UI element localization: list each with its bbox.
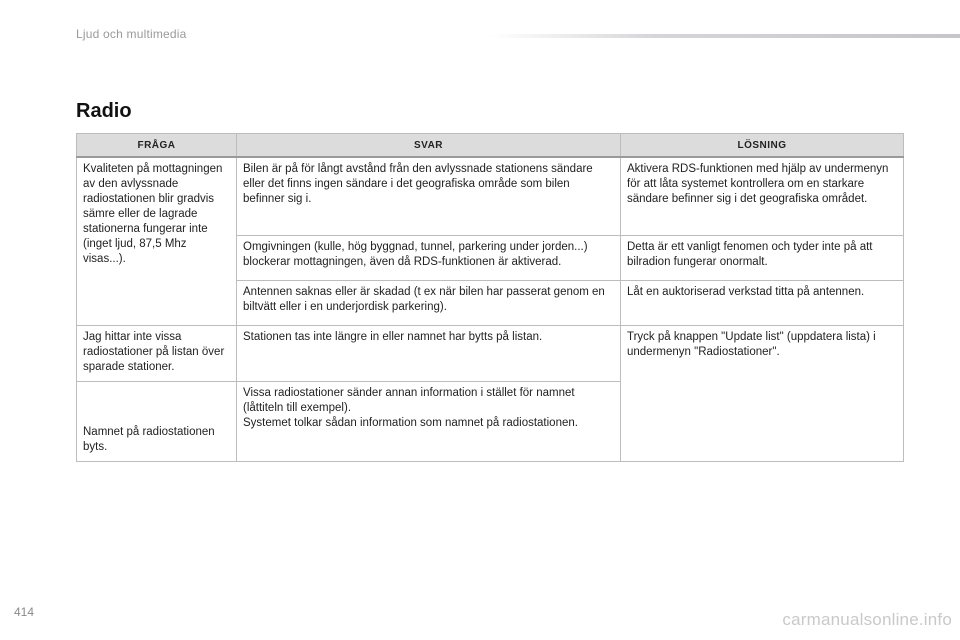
section-header: Ljud och multimedia (76, 27, 187, 41)
answer-cell: Antennen saknas eller är skadad (t ex när bilen har passerat genom en biltvätt eller i en underjordisk parkering). (237, 280, 621, 325)
solution-cell: Låt en auktoriserad verkstad titta på antennen. (621, 280, 904, 325)
watermark: carmanualsonline.info (782, 610, 952, 629)
page-title: Radio (76, 100, 132, 122)
column-header-answer: SVAR (237, 134, 621, 158)
question-cell: Namnet på radiostationen byts. (77, 381, 237, 461)
table-row (77, 157, 904, 235)
question-cell: Jag hittar inte vissa radiostationer på listan över sparade stationer. (77, 325, 237, 381)
header-rule (490, 34, 960, 38)
page-number: 414 (14, 605, 35, 619)
answer-cell: Bilen är på för långt avstånd från den avlyssnade stationens sändare eller det finns ingen sändare i det geografiska område som bilen befinner sig i. (237, 157, 621, 235)
table-row (77, 325, 904, 381)
answer-cell (237, 381, 621, 461)
table-header-row (77, 134, 904, 158)
solution-cell: Detta är ett vanligt fenomen och tyder inte på att bilradion fungerar onormalt. (621, 235, 904, 280)
answer-line: Vissa radiostationer sänder annan information i stället för namnet (låttiteln till exempel). (243, 386, 575, 414)
question-cell: Kvaliteten på mottagningen av den avlyssnade radiostationen blir gradvis sämre eller de lagrade stationerna fungerar inte (inget ljud, 87,5 Mhz visas...). (77, 157, 237, 325)
solution-cell: Tryck på knappen "Update list" (uppdatera lista) i undermenyn "Radiostationer". (621, 325, 904, 461)
answer-cell: Omgivningen (kulle, hög byggnad, tunnel, parkering under jorden...) blockerar mottagningen, även då RDS-funktionen är aktiverad. (237, 235, 621, 280)
faq-table (76, 133, 904, 462)
column-header-question: FRÅGA (77, 134, 237, 158)
answer-line: Systemet tolkar sådan information som namnet på radiostationen. (243, 416, 578, 429)
solution-cell: Aktivera RDS-funktionen med hjälp av undermenyn för att låta systemet kontrollera om en starkare sändare befinner sig i det geografiska området. (621, 157, 904, 235)
answer-cell: Stationen tas inte längre in eller namnet har bytts på listan. (237, 325, 621, 381)
column-header-solution: LÖSNING (621, 134, 904, 158)
